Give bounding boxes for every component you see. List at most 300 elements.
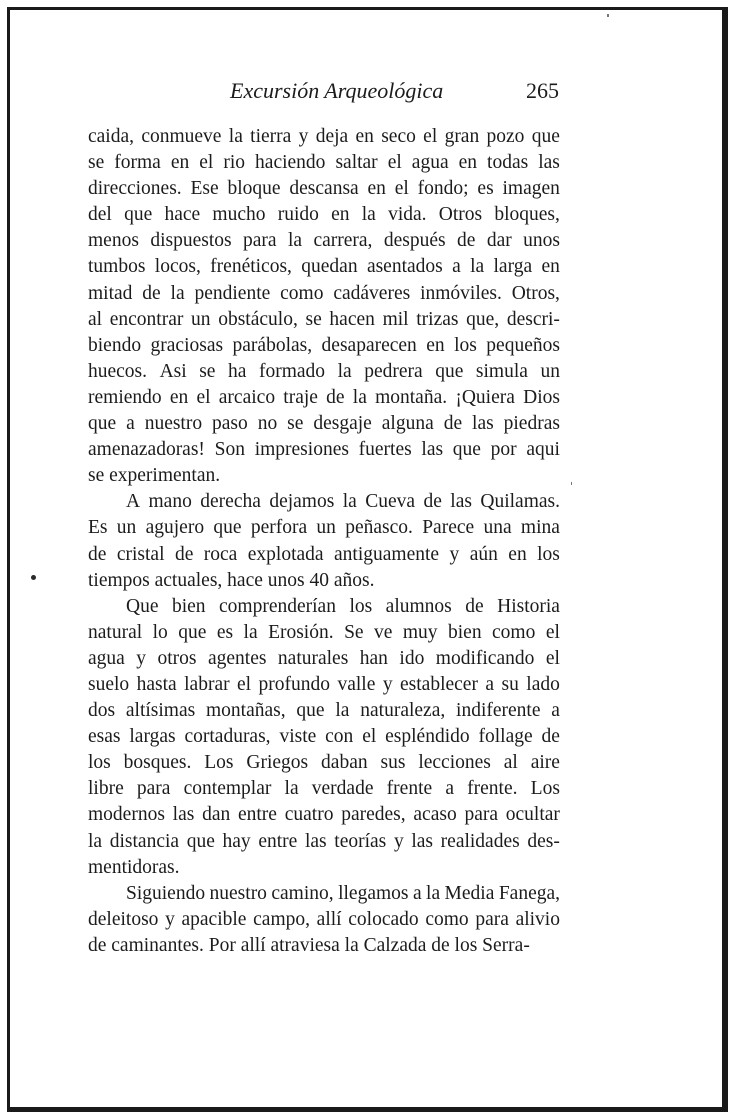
word: en	[355, 126, 374, 147]
word: verdade	[311, 778, 374, 800]
word: Otros	[438, 204, 483, 226]
word: hasta	[136, 673, 177, 695]
word: como	[492, 621, 536, 643]
word: Que	[126, 595, 159, 617]
word: viste	[279, 726, 317, 748]
word: mano	[148, 491, 192, 513]
word: muy	[402, 621, 438, 643]
word: mucho	[212, 204, 266, 226]
text-line	[88, 463, 560, 489]
word: montañas,	[206, 700, 286, 722]
word: nuestro	[209, 882, 267, 904]
word: derecha	[200, 491, 261, 513]
word: otros	[157, 647, 197, 669]
word: frenéticos,	[210, 256, 292, 278]
text-line-content: tiempos actuales, hace unos 40 años.	[88, 569, 375, 591]
word: como	[425, 908, 469, 930]
word: bosques.	[123, 752, 192, 774]
word: camino,	[271, 882, 334, 904]
word: al	[88, 308, 103, 330]
text-line	[88, 228, 560, 254]
word: follage	[478, 726, 533, 748]
word: huecos.	[88, 360, 148, 382]
word: espléndido	[385, 726, 470, 748]
text-line	[88, 776, 560, 802]
word: antiguamente	[334, 543, 440, 565]
text-line	[88, 672, 560, 698]
word: ruido	[277, 204, 319, 226]
word: labrar	[184, 673, 230, 695]
word: natural	[88, 621, 143, 643]
scan-speck	[571, 482, 572, 485]
word: indiferente	[456, 700, 541, 722]
text-line	[88, 176, 560, 202]
word: al	[503, 752, 518, 774]
word: a	[452, 256, 461, 278]
word: altísimas	[125, 700, 196, 722]
word: naturaleza,	[360, 700, 446, 722]
word: colocado	[348, 908, 419, 930]
word: fuertes	[358, 439, 412, 461]
text-line	[88, 646, 560, 672]
word: que	[435, 360, 464, 382]
text-line	[88, 307, 560, 333]
word: realidades	[440, 830, 520, 852]
word: que,	[466, 308, 500, 330]
text-line	[88, 411, 560, 437]
word: formado	[258, 360, 326, 382]
word: perfora	[250, 517, 308, 539]
word: aqui	[526, 439, 560, 461]
word: entre	[258, 830, 298, 852]
word: y	[165, 908, 175, 930]
text-line	[88, 750, 560, 776]
word: bloque	[227, 178, 281, 200]
word: piedras	[503, 413, 560, 435]
word: es	[477, 178, 494, 200]
word: asentados	[366, 256, 443, 278]
word: fondo;	[417, 178, 469, 200]
word: impresiones	[254, 439, 349, 461]
word: no	[257, 413, 278, 435]
word: como	[280, 282, 324, 304]
word: de	[457, 230, 476, 252]
word: amenazadoras!	[88, 439, 205, 461]
word: agua	[411, 152, 449, 174]
word: pozo	[486, 126, 525, 147]
word: teorías	[334, 830, 387, 852]
word: haciendo	[255, 152, 326, 174]
word: forma	[114, 152, 161, 174]
word: lecciones	[418, 752, 491, 774]
text-line	[88, 150, 560, 176]
word: un	[116, 517, 137, 539]
word: en	[170, 152, 190, 174]
word: de	[326, 386, 345, 408]
word: las	[450, 491, 472, 513]
word: de	[423, 491, 442, 513]
word: quedan	[301, 256, 358, 278]
word: carrera,	[313, 230, 373, 252]
word: en	[169, 386, 189, 408]
word: pequeños	[486, 334, 560, 356]
word: ve	[374, 621, 393, 643]
word: acaso	[413, 804, 457, 826]
word: a	[445, 778, 454, 800]
word: larga	[493, 256, 533, 278]
text-line	[88, 907, 560, 933]
word: a	[485, 673, 495, 695]
word: Los	[204, 752, 234, 774]
word: la	[88, 830, 103, 852]
word: pedrera	[364, 360, 423, 382]
word: todas	[487, 152, 529, 174]
text-line	[88, 333, 560, 359]
word: arcaico	[218, 386, 276, 408]
word: que	[124, 204, 153, 226]
word: ha	[228, 360, 247, 382]
page-number: 265	[526, 78, 559, 103]
text-line	[88, 124, 560, 150]
word: montaña.	[375, 386, 448, 408]
word: desaparecen	[321, 334, 417, 356]
word: suelo	[88, 673, 130, 695]
word: y	[382, 673, 393, 695]
word: nuestro	[144, 413, 203, 435]
word: de	[443, 413, 463, 435]
word: la	[426, 882, 441, 904]
word: el	[196, 386, 211, 408]
word: la	[170, 282, 185, 304]
text-line	[88, 855, 560, 881]
word: dos	[88, 700, 116, 722]
word: el	[199, 152, 214, 174]
word: vida.	[388, 204, 427, 226]
text-line	[88, 802, 560, 828]
word: se	[305, 308, 322, 330]
text-line	[88, 359, 560, 385]
word: distancia	[109, 830, 180, 852]
word: Quilamas.	[480, 491, 560, 513]
word: hay	[222, 830, 251, 852]
word: dejamos	[269, 491, 335, 513]
word: peñasco.	[345, 517, 413, 539]
word: tierra	[250, 126, 292, 147]
word: menos	[88, 230, 139, 252]
word: dispuestos	[150, 230, 232, 252]
word: dar	[486, 230, 512, 252]
text-line	[88, 202, 560, 228]
word: las	[411, 830, 434, 852]
word: A	[126, 491, 141, 513]
word: la	[243, 621, 258, 643]
word: gran	[444, 126, 480, 147]
word: la	[352, 386, 367, 408]
word: las	[472, 413, 494, 435]
word: deja	[315, 126, 349, 147]
word: locos,	[154, 256, 201, 278]
word: Los	[530, 778, 560, 800]
word: la	[470, 256, 485, 278]
word: lado	[526, 673, 560, 695]
word: la	[287, 230, 303, 252]
word: ido	[399, 647, 425, 669]
text-line	[88, 437, 560, 463]
word: Asi	[159, 360, 187, 382]
word: los	[537, 543, 560, 565]
word: Se	[344, 621, 364, 643]
word: para	[243, 230, 277, 252]
word: del	[88, 204, 112, 226]
word: Es	[88, 517, 108, 539]
word: una	[483, 517, 512, 539]
scan-speck	[607, 14, 609, 17]
word: caida,	[88, 126, 135, 147]
word: apacible	[181, 908, 247, 930]
word: deleitoso	[88, 908, 159, 930]
word: Erosión.	[268, 621, 334, 643]
word: descri-	[506, 308, 560, 330]
word: aún	[469, 543, 498, 565]
word: hacen	[329, 308, 375, 330]
word: los	[454, 334, 477, 356]
word: profundo	[258, 673, 331, 695]
running-header-title: Excursión Arqueológica	[230, 78, 444, 103]
word: alguna	[381, 413, 434, 435]
word: campo,	[253, 908, 310, 930]
word: Griegos	[246, 752, 309, 774]
word: biendo	[88, 334, 142, 356]
word: graciosas	[150, 334, 224, 356]
word: agentes	[207, 647, 267, 669]
word: cadáveres	[333, 282, 411, 304]
word: conmueve	[141, 126, 222, 147]
word: a	[551, 700, 560, 722]
word: la	[335, 700, 350, 722]
word: des-	[527, 830, 560, 852]
word: cortaduras,	[184, 726, 271, 748]
word: un	[316, 517, 336, 539]
word: largas	[129, 726, 176, 748]
word: el	[237, 673, 252, 695]
word: cristal	[116, 543, 165, 565]
text-line	[88, 698, 560, 724]
word: Media	[444, 882, 495, 904]
word: para	[464, 804, 499, 826]
word: que	[452, 439, 481, 461]
word: por	[490, 439, 517, 461]
word: y	[136, 647, 147, 669]
word: el	[387, 152, 402, 174]
word: trizas	[416, 308, 459, 330]
word: las	[538, 152, 560, 174]
word: los	[88, 752, 111, 774]
word: bloques,	[494, 204, 560, 226]
word: a	[126, 413, 135, 435]
word: llegamos	[338, 882, 409, 904]
word: cuatro	[284, 804, 334, 826]
word: comprenderían	[219, 595, 336, 617]
word: en	[541, 256, 560, 278]
word: lo	[152, 621, 168, 643]
text-line	[88, 254, 560, 280]
word: el	[362, 726, 377, 748]
text-line	[88, 542, 560, 568]
word: rio	[223, 152, 246, 174]
word: el	[545, 647, 560, 669]
word: de	[465, 595, 484, 617]
word: la	[361, 204, 376, 226]
word: tumbos	[88, 256, 146, 278]
word: dan	[202, 804, 231, 826]
word: bien	[448, 621, 482, 643]
word: naturales	[277, 647, 349, 669]
word: hace	[164, 204, 201, 226]
word: traje	[283, 386, 318, 408]
word: aire	[530, 752, 560, 774]
word: que	[531, 126, 560, 147]
word: remiendo	[88, 386, 162, 408]
word: después	[383, 230, 446, 252]
word: descansa	[289, 178, 359, 200]
body-text	[88, 124, 560, 959]
word: se	[88, 152, 105, 174]
word: roca	[203, 543, 238, 565]
word: mil	[382, 308, 409, 330]
word: la	[228, 126, 243, 147]
word: saltar	[335, 152, 378, 174]
word: y	[298, 126, 309, 147]
word: y	[449, 543, 460, 565]
word: libre	[88, 778, 124, 800]
word: frente	[386, 778, 433, 800]
word: Ese	[190, 178, 219, 200]
text-line	[88, 515, 560, 541]
word: para	[475, 908, 509, 930]
word: frente.	[467, 778, 518, 800]
word: ocultar	[505, 804, 560, 826]
word: modernos	[88, 804, 165, 826]
word: un	[540, 360, 560, 382]
word: daban	[321, 752, 368, 774]
word: Cueva	[365, 491, 416, 513]
word: un	[191, 308, 211, 330]
word: es	[216, 621, 234, 643]
word: y	[393, 830, 404, 852]
text-line-content: mentidoras.	[88, 856, 180, 878]
word: a	[412, 882, 422, 904]
word: obstáculo,	[218, 308, 298, 330]
text-line	[88, 620, 560, 646]
text-line	[88, 724, 560, 750]
word: allí	[316, 908, 342, 930]
margin-mark	[31, 575, 36, 580]
word: Otros,	[511, 282, 560, 304]
word: alumnos	[385, 595, 452, 617]
word: en	[508, 543, 527, 565]
word: encontrar	[109, 308, 184, 330]
word: en	[426, 334, 445, 356]
word: el	[394, 178, 409, 200]
word: las	[172, 804, 195, 826]
word: mina	[520, 517, 560, 539]
text-line	[88, 489, 560, 515]
word: se	[199, 360, 216, 382]
word: contemplar	[183, 778, 272, 800]
text-line	[88, 385, 560, 411]
word: en	[331, 204, 350, 226]
word: Fanega,	[498, 882, 560, 904]
word: de	[142, 282, 161, 304]
word: establecer	[400, 673, 478, 695]
word: que	[186, 830, 215, 852]
word: en	[458, 152, 478, 174]
word: paso	[212, 413, 248, 435]
word: valle	[337, 673, 376, 695]
word: mitad	[88, 282, 133, 304]
text-line	[88, 568, 560, 594]
word: que	[88, 413, 117, 435]
word: de	[88, 543, 107, 565]
word: que	[178, 621, 207, 643]
text-line	[88, 594, 560, 620]
word: para	[136, 778, 171, 800]
word: con	[325, 726, 354, 748]
word: unos	[523, 230, 560, 252]
word: se	[287, 413, 304, 435]
word: Siguiendo	[126, 882, 206, 904]
text-line	[88, 933, 560, 959]
word: de	[174, 543, 194, 565]
text-line	[88, 829, 560, 855]
word: desgaje	[313, 413, 372, 435]
word: han	[359, 647, 388, 669]
word: imagen	[502, 178, 560, 200]
word: Son	[214, 439, 245, 461]
word: seco	[381, 126, 416, 147]
word: su	[501, 673, 519, 695]
word: Parece	[422, 517, 475, 539]
word: modificando	[435, 647, 535, 669]
word: la	[284, 778, 299, 800]
word: bien	[171, 595, 206, 617]
word: que	[296, 700, 325, 722]
word: que	[213, 517, 242, 539]
text-line	[88, 881, 560, 907]
text-line-content: se experimentan.	[88, 465, 221, 487]
word: direcciones.	[88, 178, 182, 200]
word: de	[541, 726, 560, 748]
word: el	[423, 126, 438, 147]
word: las	[304, 830, 327, 852]
word: la	[342, 491, 357, 513]
word: parábolas,	[232, 334, 313, 356]
word: Historia	[497, 595, 560, 617]
word: paredes,	[341, 804, 406, 826]
word: en	[367, 178, 386, 200]
word: Dios	[523, 386, 560, 408]
word: entre	[237, 804, 277, 826]
text-line-content: de caminantes. Por allí atraviesa la Calzada de los Serra-	[88, 934, 530, 956]
word: alivio	[515, 908, 560, 930]
text-line	[88, 281, 560, 307]
word: agujero	[145, 517, 205, 539]
word: simula	[475, 360, 528, 382]
word: pendiente	[194, 282, 271, 304]
word: sus	[380, 752, 406, 774]
word: explotada	[247, 543, 324, 565]
word: la	[337, 360, 352, 382]
